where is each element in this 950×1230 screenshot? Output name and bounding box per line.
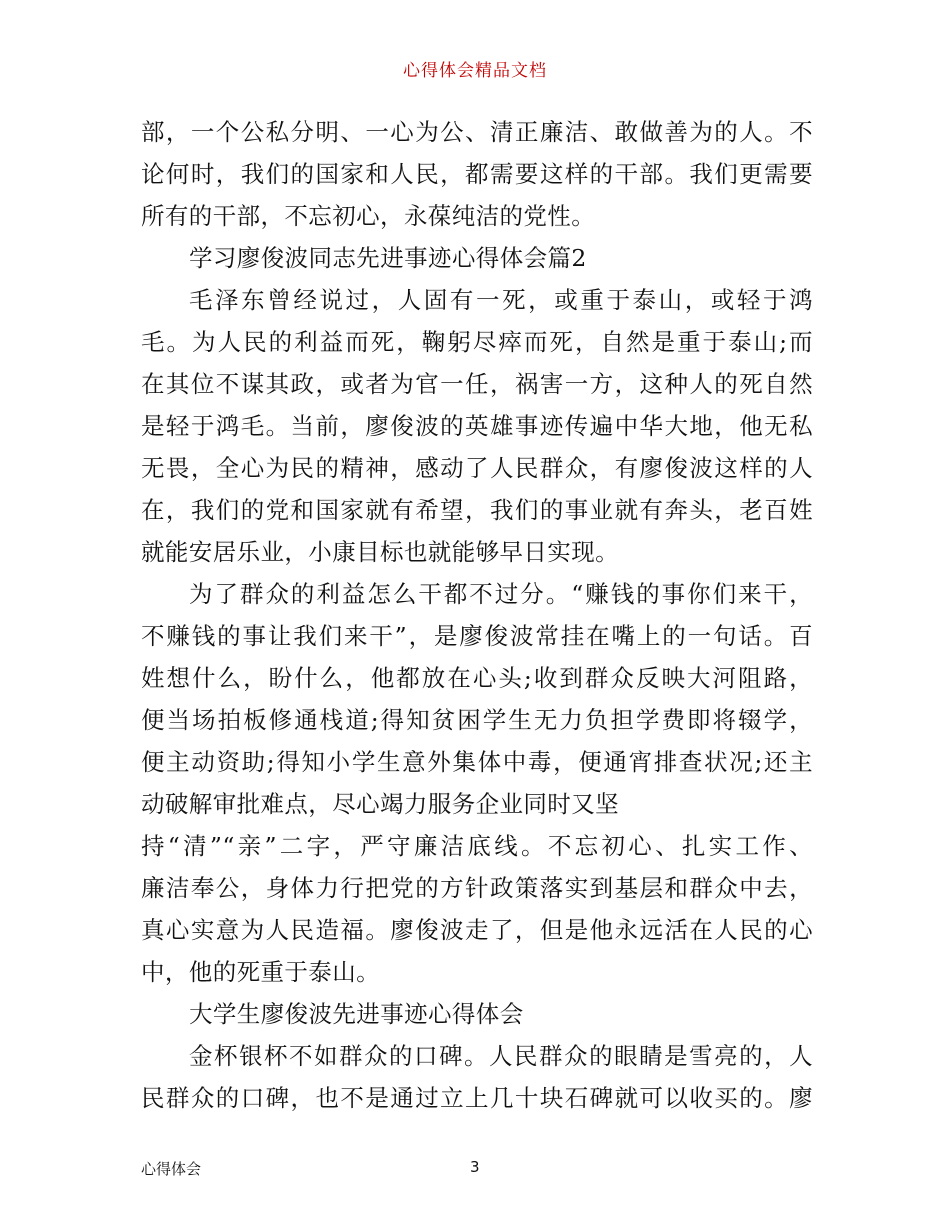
text-line: 在，我们的党和国家就有希望，我们的事业就有奔头，老百姓 <box>141 496 813 524</box>
footer-label: 心得体会 <box>141 1160 202 1178</box>
text-line: 金杯银杯不如群众的口碑。人民群众的眼睛是雪亮的，人 <box>189 1042 813 1070</box>
section-heading: 学习廖俊波同志先进事迹心得体会篇2 <box>189 244 587 272</box>
text-line: 民群众的口碑，也不是通过立上几十块石碑就可以收买的。廖 <box>141 1084 813 1112</box>
text-line: 无畏，全心为民的精神，感动了人民群众，有廖俊波这样的人 <box>141 454 813 482</box>
text-line: 就能安居乐业，小康目标也就能够早日实现。 <box>141 538 619 566</box>
text-line: 便当场拍板修通栈道;得知贫困学生无力负担学费即将辍学， <box>141 706 813 734</box>
text-line: 是轻于鸿毛。当前，廖俊波的英雄事迹传遍中华大地，他无私 <box>141 412 813 440</box>
text-line: 中，他的死重于泰山。 <box>141 958 380 986</box>
text-line: 论何时，我们的国家和人民，都需要这样的干部。我们更需要 <box>141 160 813 188</box>
text-line: 为了群众的利益怎么干都不过分。“赚钱的事你们来干， <box>189 580 813 608</box>
text-line: 持“清”“亲”二字，严守廉洁底线。不忘初心、扎实工作、 <box>141 832 813 860</box>
text-line: 毛泽东曾经说过，人固有一死，或重于泰山，或轻于鸿 <box>189 286 813 314</box>
text-line: 部，一个公私分明、一心为公、清正廉洁、敢做善为的人。不 <box>141 118 813 146</box>
text-line: 真心实意为人民造福。廖俊波走了，但是他永远活在人民的心 <box>141 916 813 944</box>
section-heading: 大学生廖俊波先进事迹心得体会 <box>189 1000 524 1028</box>
text-line: 在其位不谋其政，或者为官一任，祸害一方，这种人的死自然 <box>141 370 813 398</box>
document-body <box>141 111 813 1119</box>
page-header-title: 心得体会精品文档 <box>403 61 547 81</box>
text-line: 廉洁奉公，身体力行把党的方针政策落实到基层和群众中去， <box>141 874 813 902</box>
text-line: 所有的干部，不忘初心，永葆纯洁的党性。 <box>141 202 596 230</box>
text-line: 不赚钱的事让我们来干”，是廖俊波常挂在嘴上的一句话。百 <box>141 622 813 650</box>
text-line: 动破解审批难点，尽心竭力服务企业同时又坚 <box>141 790 619 818</box>
text-line: 毛。为人民的利益而死，鞠躬尽瘁而死，自然是重于泰山;而 <box>141 328 813 356</box>
text-line: 便主动资助;得知小学生意外集体中毒，便通宵排查状况;还主 <box>141 748 813 776</box>
page-number: 3 <box>470 1158 480 1176</box>
text-line: 姓想什么，盼什么，他都放在心头;收到群众反映大河阻路， <box>141 664 813 692</box>
